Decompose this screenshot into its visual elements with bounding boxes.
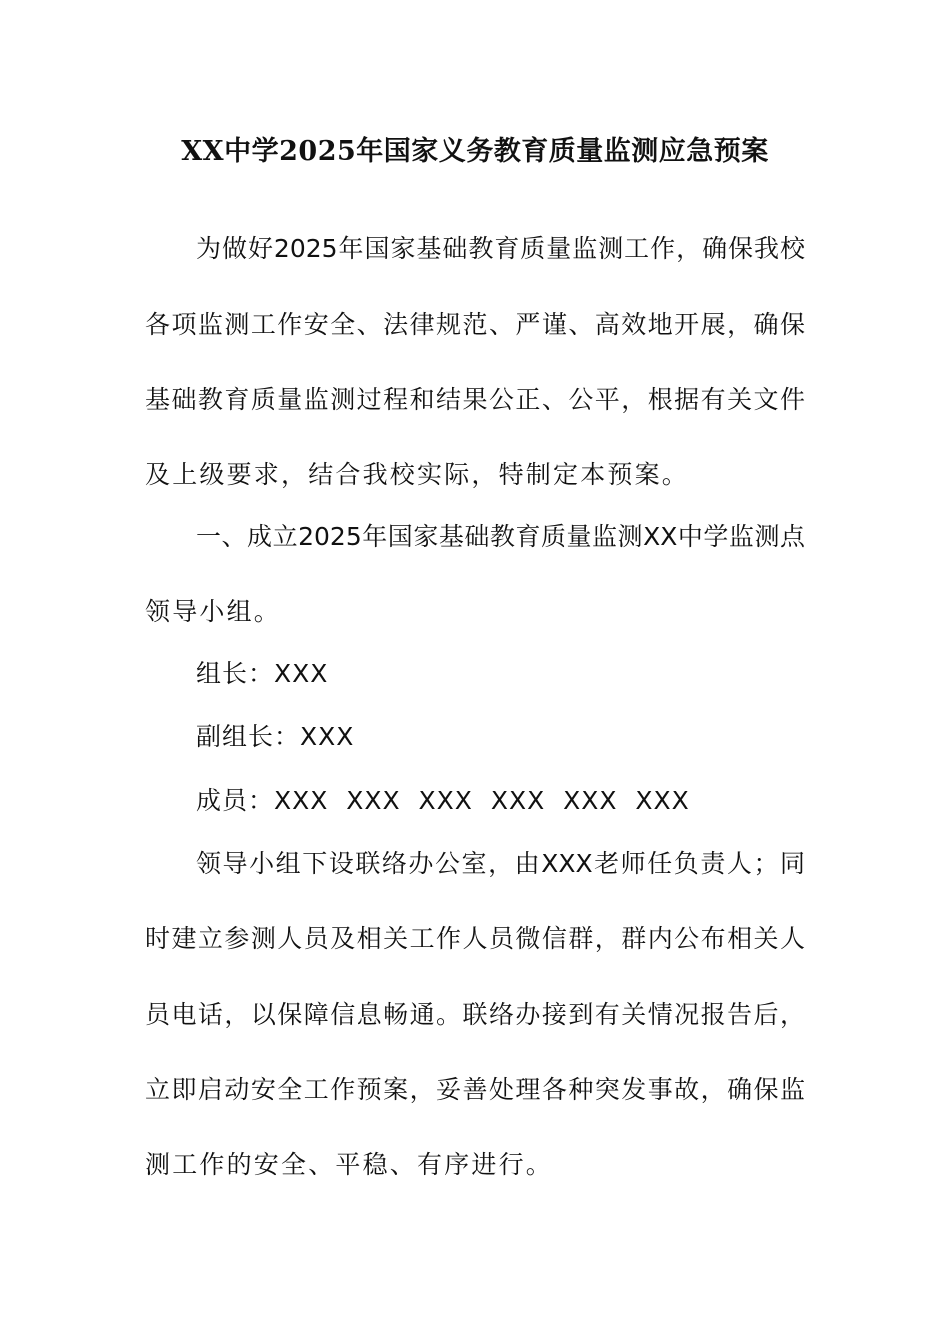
leader-line: 组长：XXX [196, 659, 329, 688]
members-line: 成员：XXX XXX XXX XXX XXX XXX [196, 786, 690, 815]
section1-heading-line-1: 一、成立2025年国家基础教育质量监测XX中学监测点 [196, 522, 805, 551]
office-line-3: 员电话，以保障信息畅通。联络办接到有关情况报告后， [145, 1000, 805, 1029]
document-title: XX中学2025年国家义务教育质量监测应急预案 [181, 136, 769, 167]
intro-line-2: 各项监测工作安全、法律规范、严谨、高效地开展，确保 [145, 310, 805, 339]
office-line-2: 时建立参测人员及相关工作人员微信群，群内公布相关人 [145, 924, 805, 953]
intro-line-1: 为做好2025年国家基础教育质量监测工作，确保我校 [196, 234, 805, 263]
office-line-4: 立即启动安全工作预案，妥善处理各种突发事故，确保监 [145, 1075, 805, 1104]
office-line-5: 测工作的安全、平稳、有序进行。 [145, 1150, 554, 1179]
intro-line-3: 基础教育质量监测过程和结果公正、公平，根据有关文件 [145, 385, 805, 414]
deputy-leader-line: 副组长：XXX [196, 722, 355, 751]
intro-line-4: 及上级要求，结合我校实际，特制定本预案。 [145, 460, 690, 489]
section1-heading-line-2: 领导小组。 [145, 597, 282, 626]
office-line-1: 领导小组下设联络办公室，由XXX老师任负责人；同 [196, 849, 805, 878]
